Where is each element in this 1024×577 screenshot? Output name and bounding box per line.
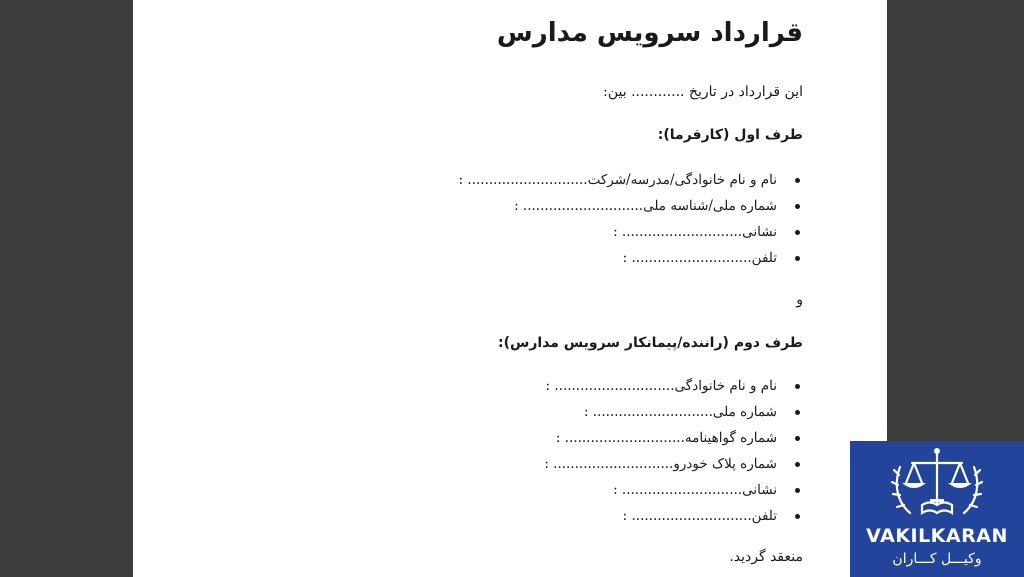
list-item: نام و نام خانوادگی............................ : [544,373,803,399]
brand-name-en: VAKILKARAN [866,525,1008,547]
bullet-icon [795,514,800,519]
bullet-icon [795,410,800,415]
intro-line: این قرارداد در تاریخ ............ بین: [603,84,803,100]
list-item: شماره ملی/شناسه ملی............................ : [459,193,803,219]
party2-list [544,373,803,529]
bullet-icon [795,488,800,493]
list-item: نام و نام خانوادگی/مدرسه/شرکت............................ : [459,167,803,193]
brand-name-fa: وکیـــل کـــاران [892,551,982,567]
bullet-icon [795,256,800,261]
party1-list [459,167,803,271]
vakilkaran-watermark [850,441,1024,577]
bullet-icon [795,230,800,235]
document-title: قرارداد سرویس مدارس [496,18,803,48]
list-item: شماره ملی............................ : [544,399,803,425]
list-item: نشانی............................ : [544,477,803,503]
party2-heading: طرف دوم (راننده/پیمانکار سرویس مدارس): [498,335,803,351]
scales-of-justice-icon [890,443,984,525]
list-item: تلفن............................ : [459,245,803,271]
list-item: شماره پلاک خودرو............................ : [544,451,803,477]
list-item: تلفن............................ : [544,503,803,529]
bullet-icon [795,384,800,389]
bullet-icon [795,436,800,441]
list-item: نشانی............................ : [459,219,803,245]
list-item: شماره گواهینامه............................ : [544,425,803,451]
bullet-icon [795,462,800,467]
bullet-icon [795,178,800,183]
closing-line: منعقد گردید. [729,549,803,565]
party1-heading: طرف اول (کارفرما): [657,127,803,143]
conjunction-text: و [796,292,803,308]
bullet-icon [795,204,800,209]
document-page [133,0,887,577]
